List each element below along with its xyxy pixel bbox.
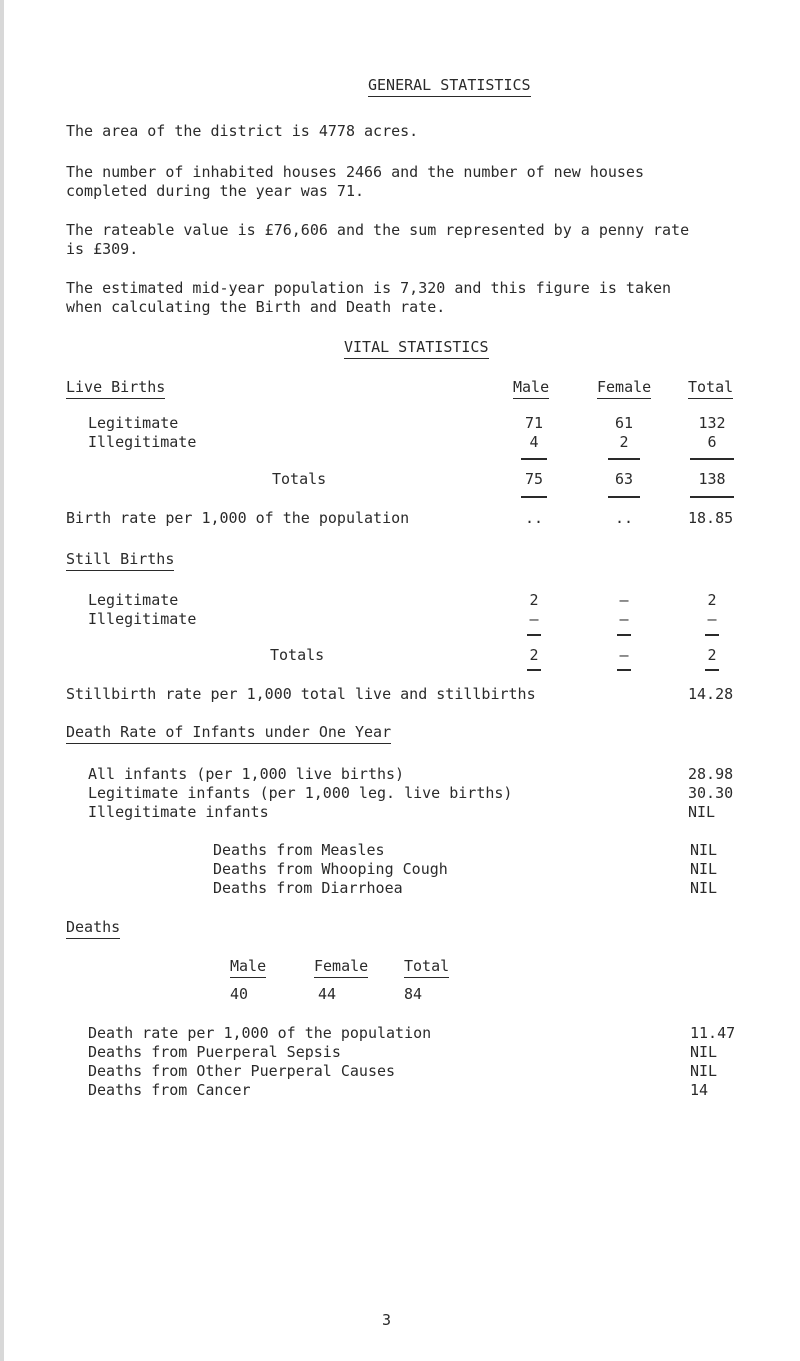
death-rate-label: Death rate per 1,000 of the population	[88, 1024, 432, 1042]
sb-illegit-label: Illegitimate	[88, 610, 197, 628]
lb-legit-male: 71	[524, 414, 544, 432]
infant-legit-label: Legitimate infants (per 1,000 leg. live births)	[88, 784, 513, 802]
lb-legit-female: 61	[614, 414, 634, 432]
sb-rule-male-bottom	[527, 669, 541, 671]
birth-rate-label: Birth rate per 1,000 of the population	[66, 509, 410, 527]
lb-legit-label: Legitimate	[88, 414, 179, 432]
col-female: Female	[597, 378, 651, 399]
stillbirth-rate-label: Stillbirth rate per 1,000 total live and stillbirths	[66, 685, 536, 703]
lb-totals-label: Totals	[272, 470, 327, 488]
population-text-line2: when calculating the Birth and Death rate.	[66, 298, 446, 316]
sb-illegit-male: –	[529, 610, 539, 628]
lb-rule-total-top	[690, 458, 734, 460]
diarrhoea-value: NIL	[690, 879, 718, 897]
population-text-line1: The estimated mid-year population is 7,320 and this figure is taken	[66, 279, 672, 297]
sb-rule-male-top	[527, 634, 541, 636]
still-births-heading: Still Births	[66, 550, 174, 571]
birth-rate-dots-1: ..	[524, 509, 544, 527]
infant-all-label: All infants (per 1,000 live births)	[88, 765, 405, 783]
sb-totals-male: 2	[529, 646, 539, 664]
sb-rule-female-bottom	[617, 669, 631, 671]
lb-illegit-label: Illegitimate	[88, 433, 197, 451]
deaths-female-value: 44	[318, 985, 337, 1003]
col-male: Male	[513, 378, 549, 399]
sb-legit-total: 2	[707, 591, 717, 609]
deaths-total-value: 84	[404, 985, 423, 1003]
sb-totals-female: –	[619, 646, 629, 664]
lb-illegit-female: 2	[619, 433, 629, 451]
sb-rule-total-top	[705, 634, 719, 636]
death-rate-value: 11.47	[690, 1024, 736, 1042]
sb-illegit-total: –	[707, 610, 717, 628]
rateable-text-line1: The rateable value is £76,606 and the sum represented by a penny rate	[66, 221, 690, 239]
lb-rule-female-bottom	[608, 496, 640, 498]
lb-rule-female-top	[608, 458, 640, 460]
puerperal-sepsis-label: Deaths from Puerperal Sepsis	[88, 1043, 341, 1061]
sb-legit-female: –	[619, 591, 629, 609]
lb-illegit-male: 4	[529, 433, 539, 451]
cancer-label: Deaths from Cancer	[88, 1081, 251, 1099]
page-number: 3	[382, 1311, 392, 1329]
col-total: Total	[688, 378, 733, 399]
rateable-text-line2: is £309.	[66, 240, 139, 258]
infant-legit-value: 30.30	[688, 784, 734, 802]
sb-rule-female-top	[617, 634, 631, 636]
deaths-male-value: 40	[230, 985, 249, 1003]
birth-rate-dots-2: ..	[614, 509, 634, 527]
houses-text-line1: The number of inhabited houses 2466 and the number of new houses	[66, 163, 644, 181]
lb-totals-total: 138	[698, 470, 726, 488]
sb-legit-label: Legitimate	[88, 591, 179, 609]
cancer-value: 14	[690, 1081, 709, 1099]
sb-totals-label: Totals	[270, 646, 325, 664]
measles-value: NIL	[690, 841, 718, 859]
lb-totals-female: 63	[614, 470, 634, 488]
area-text: The area of the district is 4778 acres.	[66, 122, 419, 140]
scan-edge	[0, 0, 4, 1361]
lb-rule-male-top	[521, 458, 547, 460]
sb-totals-total: 2	[707, 646, 717, 664]
infant-all-value: 28.98	[688, 765, 734, 783]
deaths-col-total: Total	[404, 957, 449, 978]
lb-rule-total-bottom	[690, 496, 734, 498]
sb-legit-male: 2	[529, 591, 539, 609]
infant-illegit-label: Illegitimate infants	[88, 803, 269, 821]
vital-statistics-title: VITAL STATISTICS	[344, 338, 489, 359]
houses-text-line2: completed during the year was 71.	[66, 182, 365, 200]
lb-illegit-total: 6	[707, 433, 717, 451]
deaths-col-male: Male	[230, 957, 266, 978]
deaths-heading: Deaths	[66, 918, 120, 939]
infant-illegit-value: NIL	[688, 803, 716, 821]
whooping-cough-value: NIL	[690, 860, 718, 878]
puerperal-sepsis-value: NIL	[690, 1043, 718, 1061]
measles-label: Deaths from Measles	[213, 841, 385, 859]
live-births-heading: Live Births	[66, 378, 165, 399]
lb-legit-total: 132	[698, 414, 726, 432]
deaths-col-female: Female	[314, 957, 368, 978]
stillbirth-rate-value: 14.28	[688, 685, 734, 703]
sb-rule-total-bottom	[705, 669, 719, 671]
diarrhoea-label: Deaths from Diarrhoea	[213, 879, 403, 897]
other-puerperal-label: Deaths from Other Puerperal Causes	[88, 1062, 396, 1080]
sb-illegit-female: –	[619, 610, 629, 628]
infant-heading: Death Rate of Infants under One Year	[66, 723, 391, 744]
page-title: GENERAL STATISTICS	[368, 76, 531, 97]
lb-rule-male-bottom	[521, 496, 547, 498]
whooping-cough-label: Deaths from Whooping Cough	[213, 860, 448, 878]
birth-rate-value: 18.85	[688, 509, 734, 527]
other-puerperal-value: NIL	[690, 1062, 718, 1080]
lb-totals-male: 75	[524, 470, 544, 488]
